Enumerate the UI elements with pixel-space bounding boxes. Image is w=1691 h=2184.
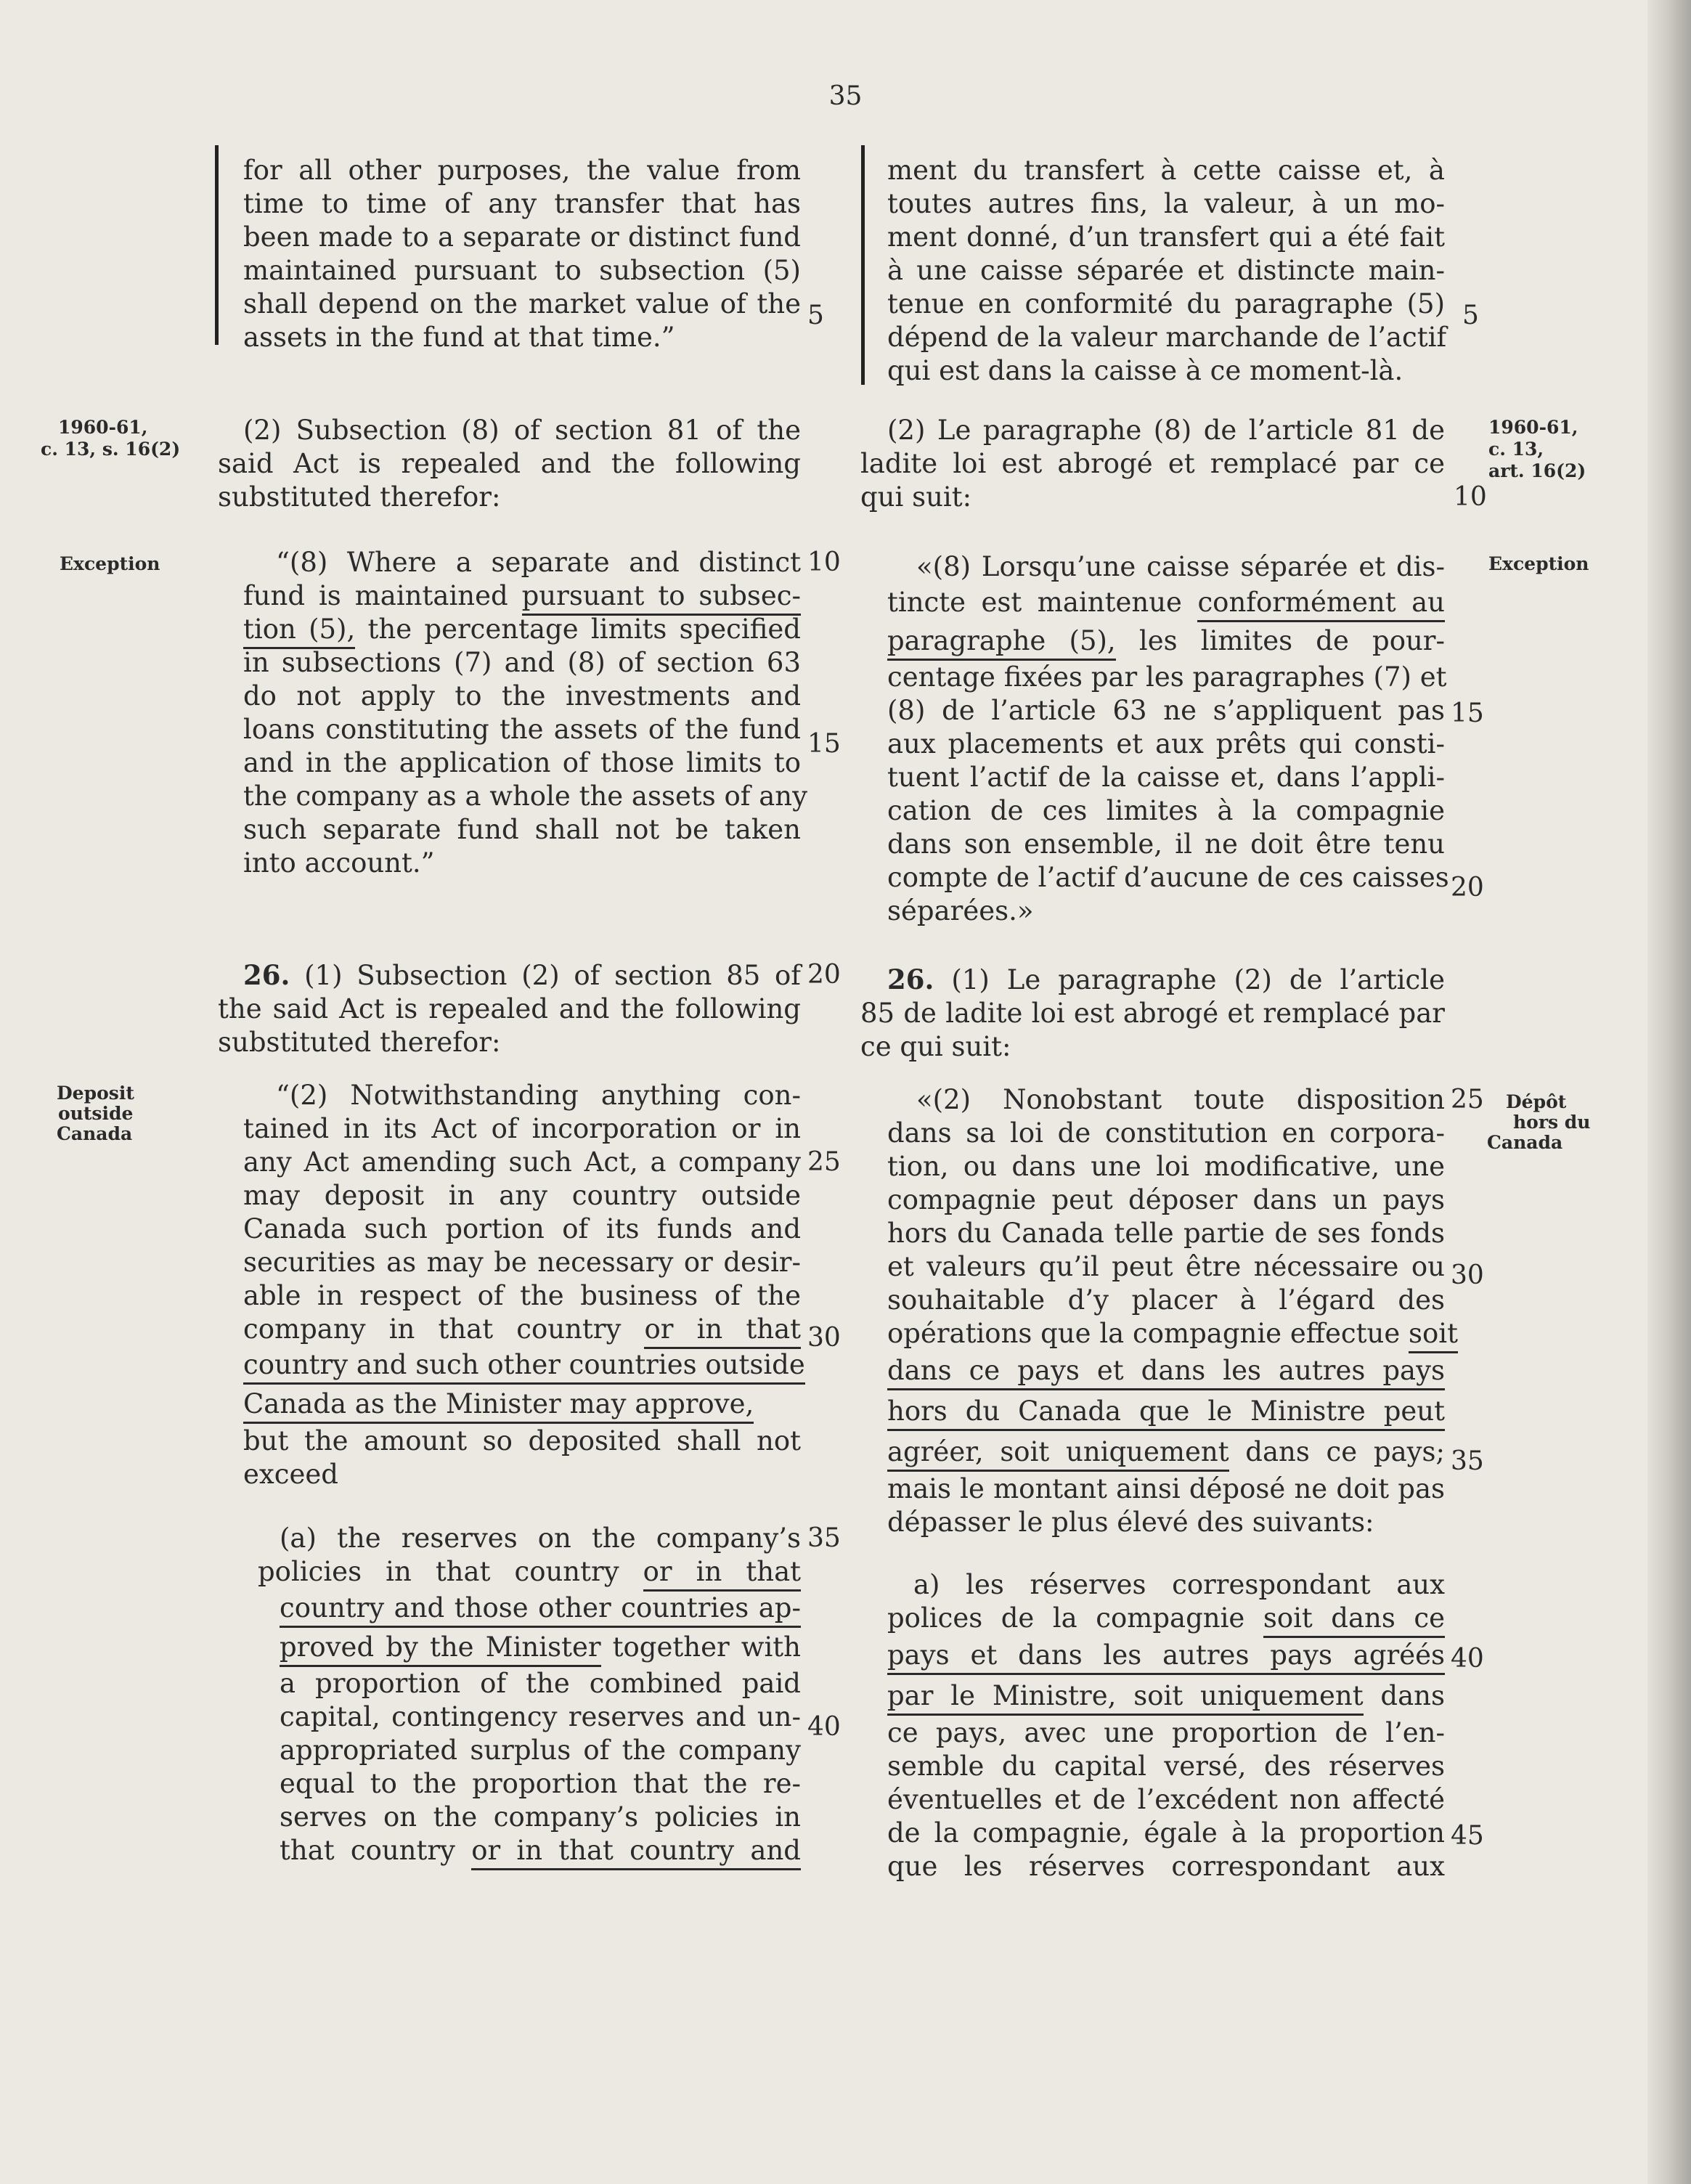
text-line: equal to the proportion that the re- [280,1768,801,1799]
margin-note-deposit-left [57,1083,134,1144]
text-segment: (1) Le paragraphe (2) de l’article [934,964,1445,995]
text-line [243,579,801,613]
text-line: ladite loi est abrogé et remplacé par ce [860,448,1445,479]
text-line: et valeurs qu’il peut être nécessaire ou [887,1251,1445,1282]
line-number: 5 [1462,301,1479,330]
amended-text: paragraphe (5), [887,625,1116,661]
text-line [887,1602,1445,1635]
line-number: 10 [1454,482,1487,512]
margin-note-line: Canada [57,1123,133,1144]
margin-note-line: 1960-61, [58,417,148,438]
text-line: souhaitable d’y placer à l’égard des [887,1284,1445,1316]
text-line: assets in the fund at that time.” [243,322,675,353]
text-line: éventuelles et de l’excédent non affecté [887,1784,1445,1815]
french-paragraph-5 [887,1083,1458,1539]
text-line: compte de l’actif d’aucune de ces caisses [887,862,1449,893]
amended-text: or in that country and [471,1835,801,1870]
text-line: serves on the company’s policies in [280,1801,801,1833]
text-line: dépend de la valeur marchande de l’actif [887,322,1447,353]
text-line: a proportion of the combined paid [280,1668,801,1699]
margin-note-citation-right [1488,417,1586,482]
text-line [887,1083,1445,1117]
page-number: 35 [828,81,863,111]
line-number: 5 [807,301,824,330]
text-segment: dans ce pays; [1228,1436,1445,1467]
line-number: 30 [807,1323,841,1353]
line-number: 40 [1451,1644,1484,1674]
amended-text: tion (5), [243,614,355,649]
text-line: appropriated surplus of the company [280,1735,801,1766]
text-line: substituted therefor: [218,1027,501,1058]
text-line [860,963,1445,997]
amended-text: or in that [644,1313,801,1349]
margin-note-line: outside [58,1103,134,1124]
text-line: que les réserves correspondant aux [887,1851,1445,1882]
line-number: 40 [807,1712,841,1742]
margin-note-line: art. 16(2) [1488,460,1586,481]
text-line: shall depend on the market value of the [243,288,801,319]
text-line: for all other purposes, the value from [243,155,801,186]
text-line [887,1676,1445,1716]
text-line: and in the application of those limits to [243,747,801,778]
section-number: 26. [243,959,290,991]
line-number: 15 [807,729,841,759]
text-segment: together with [600,1631,802,1663]
text-line: able in respect of the business of the [243,1280,801,1311]
margin-note-citation-left [41,417,180,460]
text-line [887,1350,1445,1391]
french-paragraph-a [887,1568,1445,1883]
english-paragraph-a [258,1522,802,1867]
text-line: tion, ou dans une loi modificative, une [887,1151,1445,1182]
amended-text: conformément au [1197,587,1445,622]
section-number: 26. [887,963,934,995]
text-line: qui suit: [860,481,972,513]
text-line [258,1555,801,1589]
amended-text: par le Ministre, soit uniquement [887,1680,1364,1716]
text-line: aux placements et aux prêts qui consti- [887,728,1445,759]
text-line: the said Act is repealed and the following [218,993,801,1024]
text-line: mais le montant ainsi déposé ne doit pas [887,1473,1445,1504]
margin-note-exception-left: Exception [60,553,160,574]
line-number: 25 [1451,1085,1484,1115]
line-number: 30 [1451,1260,1484,1290]
text-line: a) les réserves correspondant aux [913,1569,1445,1600]
text-line [887,1317,1458,1350]
text-segment: that country [280,1835,472,1866]
text-line: ment du transfert à cette caisse et, à [887,155,1445,186]
text-line: tenue en conformité du paragraphe (5) [887,288,1445,319]
text-line: substituted therefor: [218,481,501,513]
text-line: hors du Canada telle partie de ses fonds [887,1218,1445,1249]
english-paragraph-2 [218,414,801,514]
amendment-bar-right [861,145,865,385]
french-section-26 [860,963,1445,1064]
text-segment: «(2) Nonobstant toute disposition [916,1084,1445,1115]
text-line [243,1313,801,1346]
english-paragraph-1 [243,154,801,354]
text-line: qui est dans la caisse à ce moment-là. [887,355,1403,386]
text-line: (8) de l’article 63 ne s’appliquent pas [887,695,1445,726]
amended-text: Canada as the Minister may approve, [243,1388,754,1424]
text-line: time to time of any transfer that has [243,188,801,219]
margin-note-line: c. 13, s. 16(2) [41,439,181,460]
text-line: maintained pursuant to subsection (5) [243,255,801,286]
text-line [280,1834,801,1867]
line-number: 25 [807,1147,841,1177]
text-line [243,1079,801,1112]
text-line [280,1628,801,1667]
text-line: tained in its Act of incorporation or in [243,1113,801,1144]
line-number: 15 [1451,698,1484,728]
text-line: Canada such portion of its funds and [243,1213,801,1244]
text-line: said Act is repealed and the following [218,448,801,479]
amended-text: soit [1409,1318,1458,1353]
line-number: 20 [807,960,841,990]
english-paragraph-5 [243,1079,805,1491]
line-number: 20 [1451,873,1484,902]
text-line: centage fixées par les paragraphes (7) et [887,661,1447,693]
line-number: 35 [1451,1446,1484,1476]
margin-note-line: c. 13, [1488,439,1544,460]
text-line [243,1346,805,1384]
line-number: 35 [807,1523,841,1553]
margin-note-line: Canada [1487,1132,1563,1153]
text-line: séparées.» [887,895,1034,926]
text-line: ment donné, d’un transfert qui a été fait [887,221,1445,253]
text-line: dans sa loi de constitution en corpora- [887,1117,1445,1149]
french-paragraph-2 [860,414,1445,514]
text-segment: opérations que la compagnie effectue [887,1318,1409,1349]
text-segment: tincte est maintenue [887,587,1198,618]
text-line: but the amount so deposited shall not [243,1425,801,1456]
amended-text: soit dans ce [1263,1602,1445,1638]
text-line: the company as a whole the assets of any [243,781,807,812]
text-line [887,584,1445,622]
text-line: (a) the reserves on the company’s [280,1523,801,1554]
text-line [887,1635,1445,1676]
amended-text: hors du Canada que le Ministre peut [887,1395,1445,1431]
text-line: ce pays, avec une proportion de l’en- [887,1717,1445,1748]
french-paragraph-3 [887,550,1449,928]
text-segment: (2) Le paragraphe (8) de l’article 81 de [887,415,1445,446]
text-segment: polices de la compagnie [887,1602,1263,1634]
text-line: do not apply to the investments and [243,680,801,712]
amended-text: or in that [643,1556,801,1592]
text-line [243,613,801,646]
text-segment: “(8) Where a separate and distinct [276,547,801,578]
text-line [887,622,1445,661]
amended-text: country and those other countries ap- [280,1592,801,1628]
english-paragraph-3 [243,546,807,880]
text-line: compagnie peut déposer dans un pays [887,1184,1445,1215]
text-segment: les limites de pour- [1115,625,1445,656]
text-line [280,1589,801,1628]
text-line: into account.” [243,847,435,879]
text-line: dépasser le plus élevé des suivants: [887,1507,1374,1538]
page-edge-shadow [1647,0,1691,2184]
margin-note-deposit-right [1487,1092,1590,1153]
text-line [887,550,1445,584]
margin-note-line: 1960-61, [1488,417,1578,438]
text-line: been made to a separate or distinct fund [243,221,801,253]
french-paragraph-1 [887,154,1445,388]
text-line [243,1384,801,1425]
text-line [218,414,801,447]
amended-text: proved by the Minister [280,1631,601,1667]
text-line: such separate fund shall not be taken [243,814,801,845]
margin-note-line: hors du [1513,1112,1591,1133]
amended-text: pays et dans les autres pays agréés [887,1639,1445,1675]
amended-text: agréer, soit uniquement [887,1436,1229,1472]
text-segment: the percentage limits specified [355,614,801,645]
text-line: exceed [243,1459,338,1490]
text-line: cation de ces limites à la compagnie [887,795,1445,826]
text-segment: (1) Subsection (2) of section 85 of [290,960,801,991]
text-line: toutes autres fins, la valeur, à un mo- [887,188,1445,219]
text-line: semble du capital versé, des réserves [887,1751,1445,1782]
text-line: any Act amending such Act, a company [243,1146,801,1178]
text-line: 85 de ladite loi est abrogé et remplacé par [860,998,1445,1029]
text-segment: (2) Subsection (8) of section 81 of the [243,415,801,446]
text-line: securities as may be necessary or desir- [243,1247,801,1278]
amended-text: country and such other countries outside [243,1349,805,1385]
text-line: capital, contingency reserves and un- [280,1701,801,1732]
line-number: 10 [807,547,841,577]
text-line: in subsections (7) and (8) of section 63 [243,647,801,678]
text-line [887,1432,1445,1472]
margin-note-exception-right: Exception [1488,553,1589,574]
text-line: may deposit in any country outside [243,1180,801,1211]
text-line: de la compagnie, égale à la proportion [887,1817,1445,1849]
text-line: dans son ensemble, il ne doit être tenu [887,828,1445,860]
line-number: 45 [1451,1821,1484,1851]
text-segment: dans [1363,1680,1445,1711]
text-line [218,958,801,993]
english-section-26 [218,958,801,1059]
margin-note-line: Dépôt [1506,1091,1567,1112]
text-line [243,546,801,579]
text-segment: “(2) Notwithstanding anything con- [276,1080,801,1111]
text-line [887,1391,1445,1432]
text-line: ce qui suit: [860,1031,1011,1062]
amendment-bar-left [215,145,219,345]
amended-text: pursuant to subsec- [522,580,801,616]
text-segment: fund is maintained [243,580,522,611]
text-segment: company in that country [243,1313,645,1345]
text-line: à une caisse séparée et distincte main- [887,255,1445,286]
text-line: tuent l’actif de la caisse et, dans l’appli- [887,762,1445,793]
text-line [860,414,1445,447]
text-line: loans constituting the assets of the fund [243,714,801,745]
margin-note-line: Deposit [57,1083,134,1104]
text-segment: policies in that country [258,1556,643,1587]
text-segment: «(8) Lorsqu’une caisse séparée et dis- [916,551,1445,582]
amended-text: dans ce pays et dans les autres pays [887,1355,1445,1390]
